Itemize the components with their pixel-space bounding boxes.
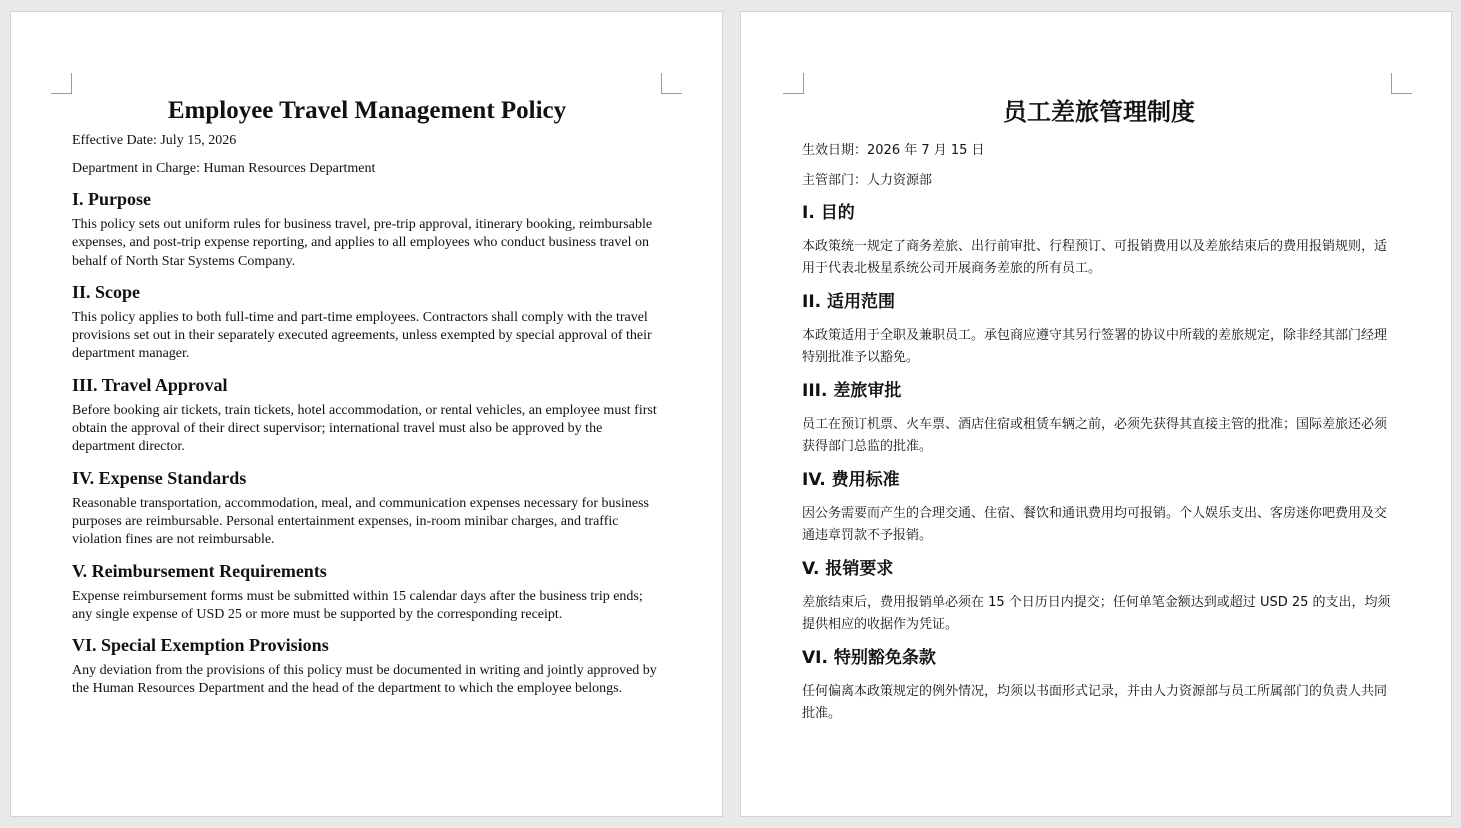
- crop-mark-top-left: [51, 73, 72, 94]
- section-heading-reimbursement: V. 报销要求: [802, 559, 894, 579]
- section-body-purpose: This policy sets out uniform rules for business travel, pre-trip approval, itinerary booking, reimbursable expenses, and post-trip expense reporting, and applies to all employees who conduct business travel on behalf of North Star Systems Company.: [72, 217, 653, 269]
- section-body-expense-standards: Reasonable transportation, accommodation, meal, and communication expenses necessary for business purposes are reimbursable. Personal entertainment expenses, in-room minibar charges, and traffic violation fines are not reimbursable.: [72, 495, 649, 548]
- effective-date: 生效日期：2026 年 7 月 15 日: [802, 143, 985, 158]
- section-heading-travel-approval: III. Travel Approval: [72, 374, 228, 395]
- section-body-purpose: 本政策统一规定了商务差旅、出行前审批、行程预订、可报销费用以及差旅结束后的费用报销规则，适用于代表北极星系统公司开展商务差旅的所有员工。: [802, 239, 1388, 276]
- section-heading-travel-approval: III. 差旅审批: [802, 381, 902, 401]
- department-in-charge: 主管部门：人力资源部: [802, 173, 933, 188]
- section-heading-expense-standards: IV. Expense Standards: [72, 467, 247, 488]
- crop-mark-top-right: [661, 73, 682, 94]
- section-body-expense-standards: 因公务需要而产生的合理交通、住宿、餐饮和通讯费用均可报销。个人娱乐支出、客房迷你吧费用及交通违章罚款不予报销。: [802, 506, 1388, 543]
- english-document-page: [10, 11, 723, 817]
- section-heading-purpose: I. Purpose: [72, 189, 152, 209]
- section-heading-exemptions: VI. Special Exemption Provisions: [72, 635, 329, 656]
- document-title: 员工差旅管理制度: [1003, 98, 1195, 126]
- effective-date: Effective Date: July 15, 2026: [72, 133, 237, 148]
- section-heading-purpose: I. 目的: [802, 203, 855, 223]
- section-body-travel-approval: 员工在预订机票、火车票、酒店住宿或租赁车辆之前，必须先获得其直接主管的批准；国际差旅还必须获得部门总监的批准。: [802, 417, 1388, 454]
- section-body-scope: 本政策适用于全职及兼职员工。承包商应遵守其另行签署的协议中所载的差旅规定，除非经其部门经理特别批准予以豁免。: [802, 328, 1388, 365]
- section-body-scope: This policy applies to both full-time and part-time employees. Contractors shall comply with the travel provisions set out in their separately executed agreements, unless exempted by special approval of their department manager.: [72, 309, 652, 362]
- section-body-reimbursement: Expense reimbursement forms must be submitted within 15 calendar days after the business trip ends; any single expense of USD 25 or more must be supported by the corresponding receipt.: [72, 588, 643, 622]
- crop-mark-top-left: [783, 73, 804, 94]
- section-heading-reimbursement: V. Reimbursement Requirements: [72, 560, 327, 581]
- section-body-exemptions: Any deviation from the provisions of this policy must be documented in writing and jointly approved by the Human Resources Department and the head of the department to which the employee belongs.: [72, 663, 657, 697]
- section-heading-scope: II. Scope: [72, 281, 141, 302]
- section-heading-scope: II. 适用范围: [802, 292, 896, 312]
- document-title: Employee Travel Management Policy: [167, 97, 567, 124]
- section-heading-exemptions: VI. 特别豁免条款: [802, 648, 936, 668]
- section-body-travel-approval: Before booking air tickets, train tickets, hotel accommodation, or rental vehicles, an employee must first obtain the approval of their direct supervisor; international travel must also be approved by the department director.: [72, 402, 657, 455]
- section-body-exemptions: 任何偏离本政策规定的例外情况，均须以书面形式记录，并由人力资源部与员工所属部门的负责人共同批准。: [802, 684, 1388, 721]
- chinese-document-page: [740, 11, 1452, 817]
- department-in-charge: Department in Charge: Human Resources Department: [72, 161, 376, 176]
- section-body-reimbursement: 差旅结束后，费用报销单必须在 15 个日历日内提交；任何单笔金额达到或超过 USD 25 的支出，均须提供相应的收据作为凭证。: [802, 595, 1391, 632]
- section-heading-expense-standards: IV. 费用标准: [802, 470, 900, 490]
- crop-mark-top-right: [1391, 73, 1412, 94]
- english-document-body[interactable]: [72, 96, 662, 709]
- chinese-document-body[interactable]: [802, 96, 1396, 736]
